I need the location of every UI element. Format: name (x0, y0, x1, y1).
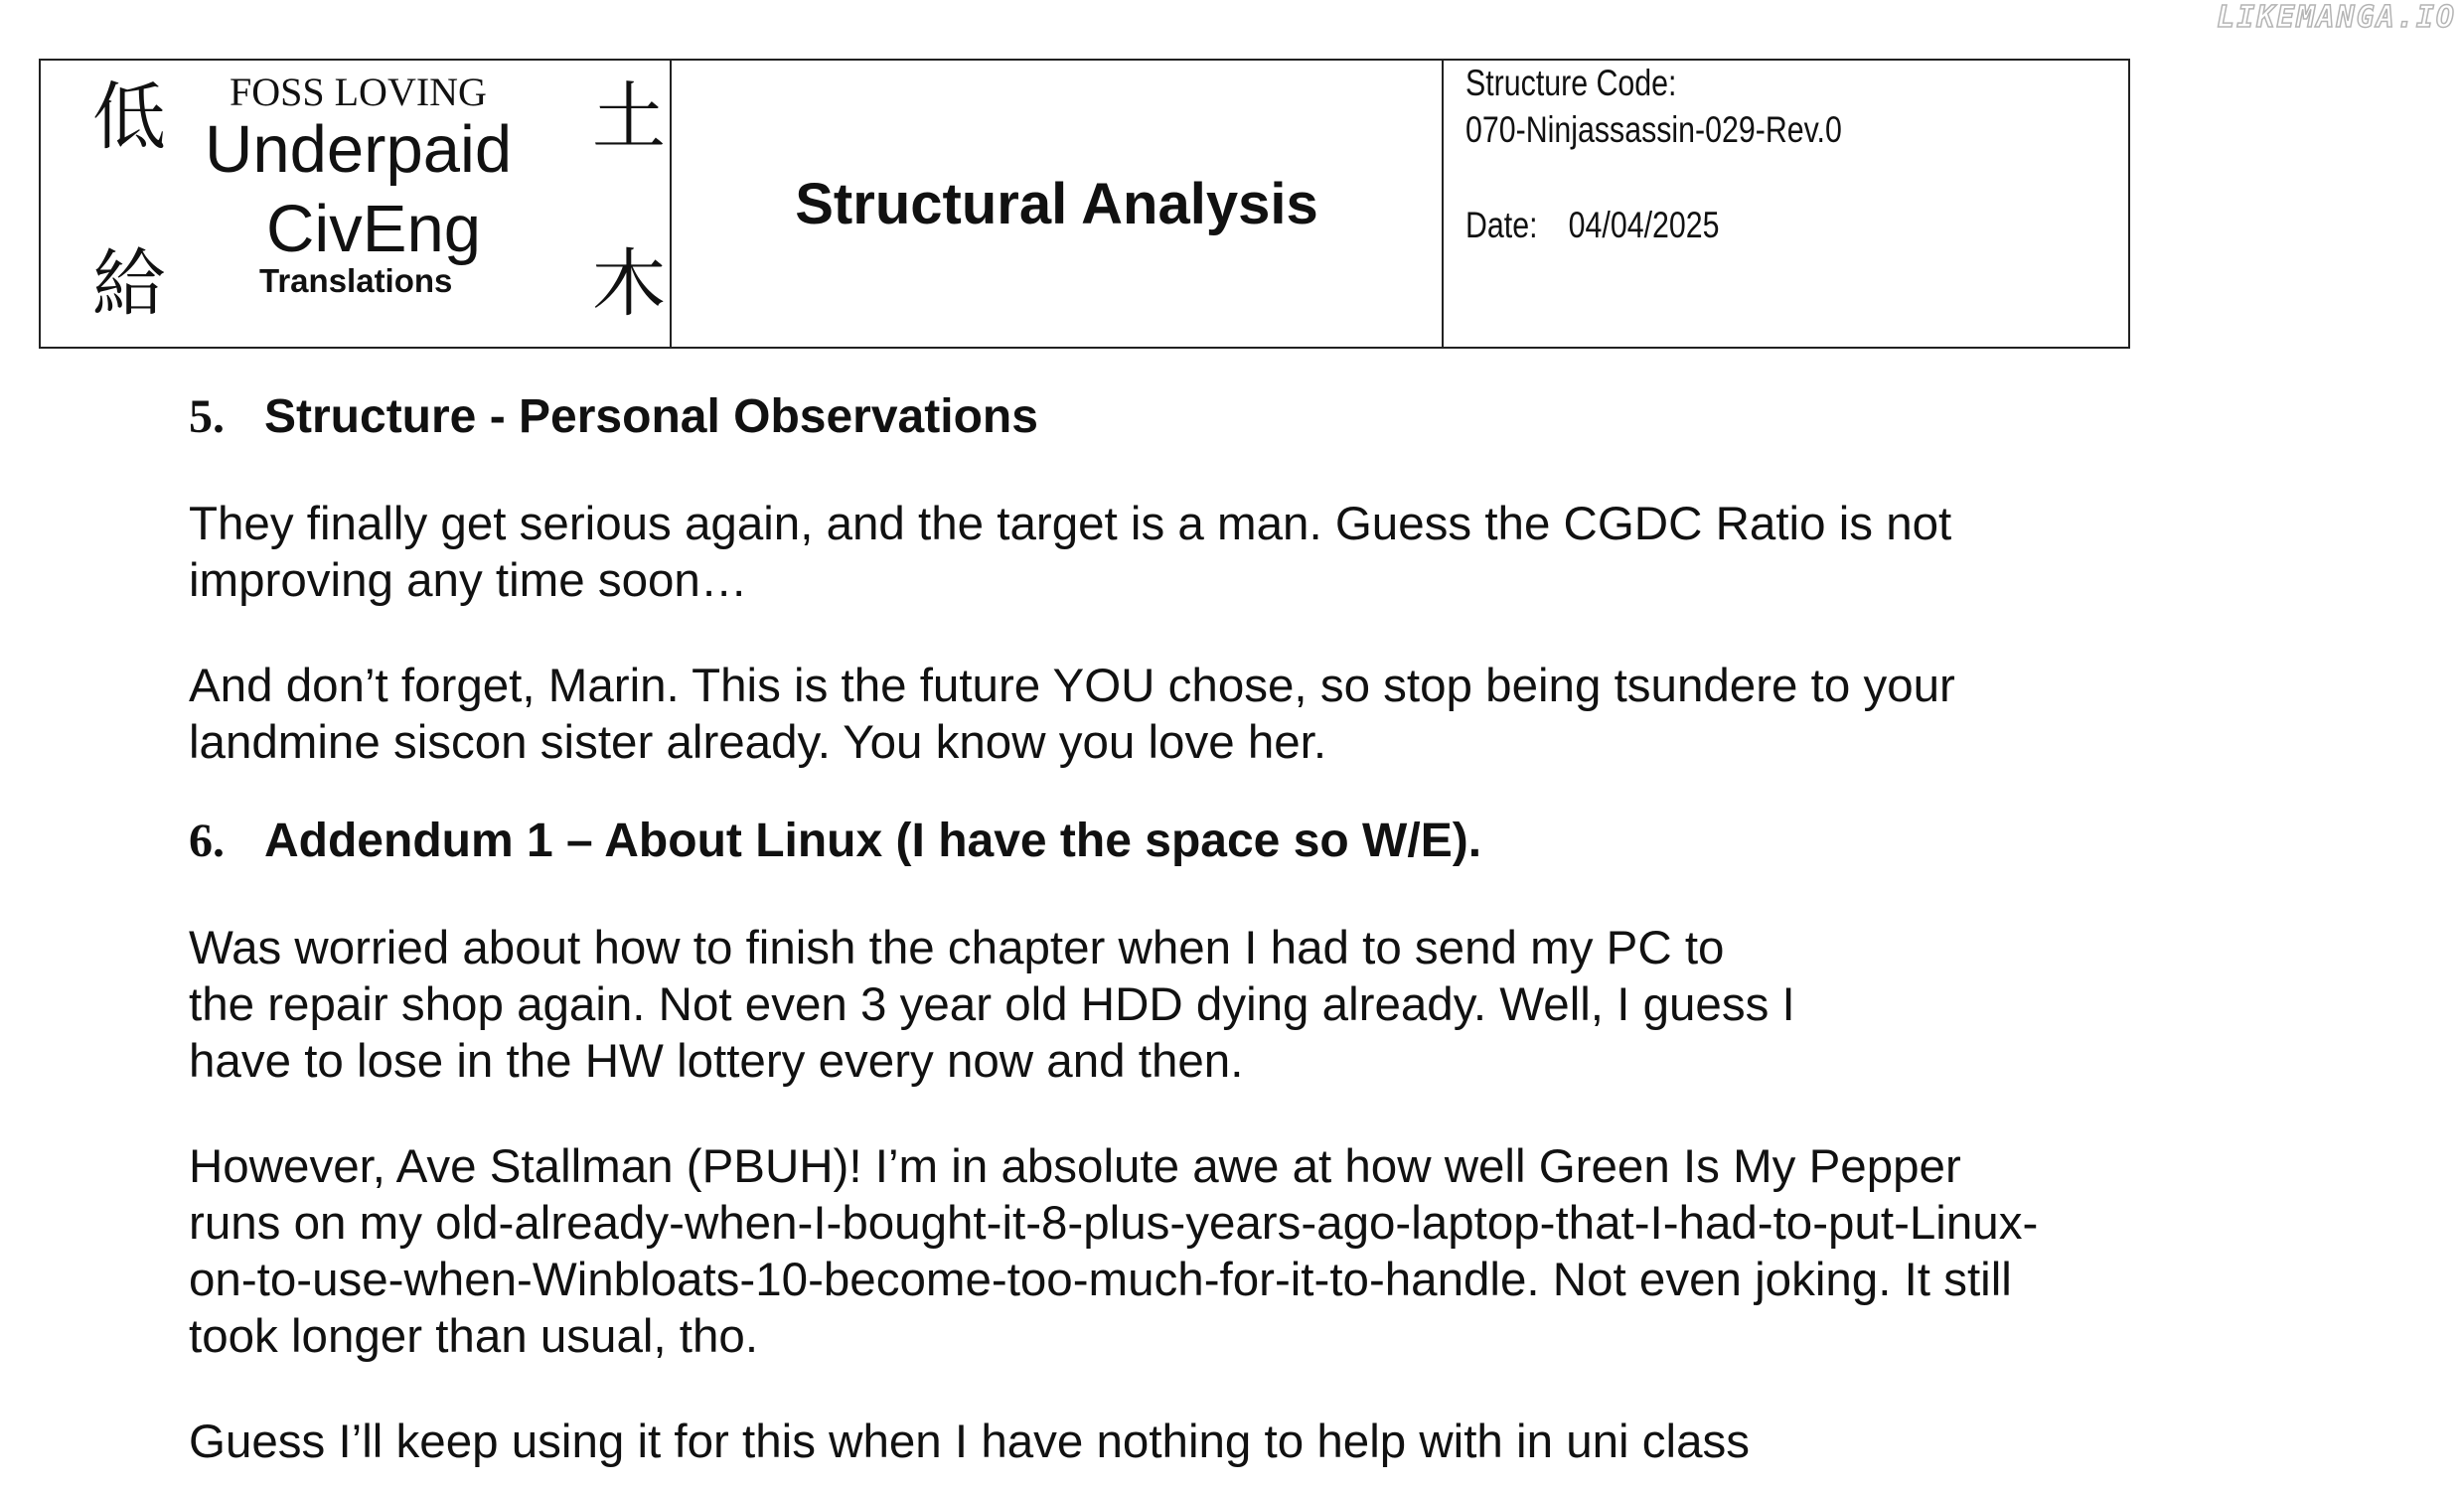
document-info-cell (1444, 61, 2128, 347)
section-title: Addendum 1 – About Linux (I have the space so W/E). (264, 815, 1482, 867)
paragraph-line: improving any time soon… (189, 554, 748, 607)
section-title: Structure - Personal Observations (264, 390, 1038, 443)
document-title: Structural Analysis (795, 171, 1318, 236)
paragraph-line: took longer than usual, tho. (189, 1310, 759, 1363)
structure-code-label: Structure Code: (1465, 63, 1677, 103)
paragraph-line: They finally get serious again, and the target is a man. Guess the CGDC Ratio is not (189, 498, 1952, 550)
logo-kanji-top-left: 低 (92, 74, 166, 160)
logo-line-underpaid: Underpaid (205, 112, 513, 187)
logo-line-civeng: CivEng (266, 192, 481, 266)
site-watermark: LIKEMANGA.IO (2217, 0, 2456, 35)
paragraph (189, 920, 2176, 1090)
paragraph-line: the repair shop again. Not even 3 year old HDD dying already. Well, I guess I (189, 978, 1795, 1031)
paragraph (189, 496, 2176, 609)
logo-kanji-top-right: 土 (592, 74, 666, 160)
logo-cell (41, 61, 672, 347)
logo-line-translations: Translations (259, 262, 453, 299)
date-row (1465, 205, 1720, 246)
title-block (39, 59, 2130, 349)
section-number: 5. (189, 390, 225, 443)
document-title-cell (672, 61, 1444, 347)
date-label: Date: (1465, 205, 1538, 245)
paragraph-line: runs on my old-already-when-I-bought-it-8-plus-years-ago-laptop-that-I-had-to-put-Linux- (189, 1197, 2039, 1250)
paragraph-line: have to lose in the HW lottery every now and then. (189, 1035, 1244, 1088)
document-body (189, 382, 2176, 1470)
paragraph (189, 1138, 2176, 1365)
paragraph (189, 1414, 2176, 1470)
structure-code-value: 070-Ninjassassin-029-Rev.0 (1465, 109, 1842, 150)
paragraph-line: And don’t forget, Marin. This is the future YOU chose, so stop being tsundere to your (189, 660, 1955, 712)
section-number: 6. (189, 815, 225, 867)
paragraph-line: Was worried about how to finish the chapter when I had to send my PC to (189, 922, 1725, 974)
logo-kanji-bottom-left: 給 (92, 241, 166, 327)
logo-main-text (205, 110, 513, 269)
paragraph-line: on-to-use-when-Winbloats-10-become-too-much-for-it-to-handle. Not even joking. It still (189, 1254, 2012, 1306)
logo-kanji-bottom-right: 木 (592, 241, 666, 327)
logo-line-foss-loving: FOSS LOVING (230, 70, 487, 114)
section-heading (189, 382, 2176, 452)
section-heading (189, 807, 2176, 876)
paragraph-line: landmine siscon sister already. You know you love her. (189, 716, 1327, 769)
paragraph-line: Guess I’ll keep using it for this when I have nothing to help with in uni class (189, 1416, 1751, 1468)
date-value: 04/04/2025 (1568, 205, 1720, 245)
paragraph (189, 658, 2176, 771)
paragraph-line: However, Ave Stallman (PBUH)! I’m in absolute awe at how well Green Is My Pepper (189, 1140, 1961, 1193)
